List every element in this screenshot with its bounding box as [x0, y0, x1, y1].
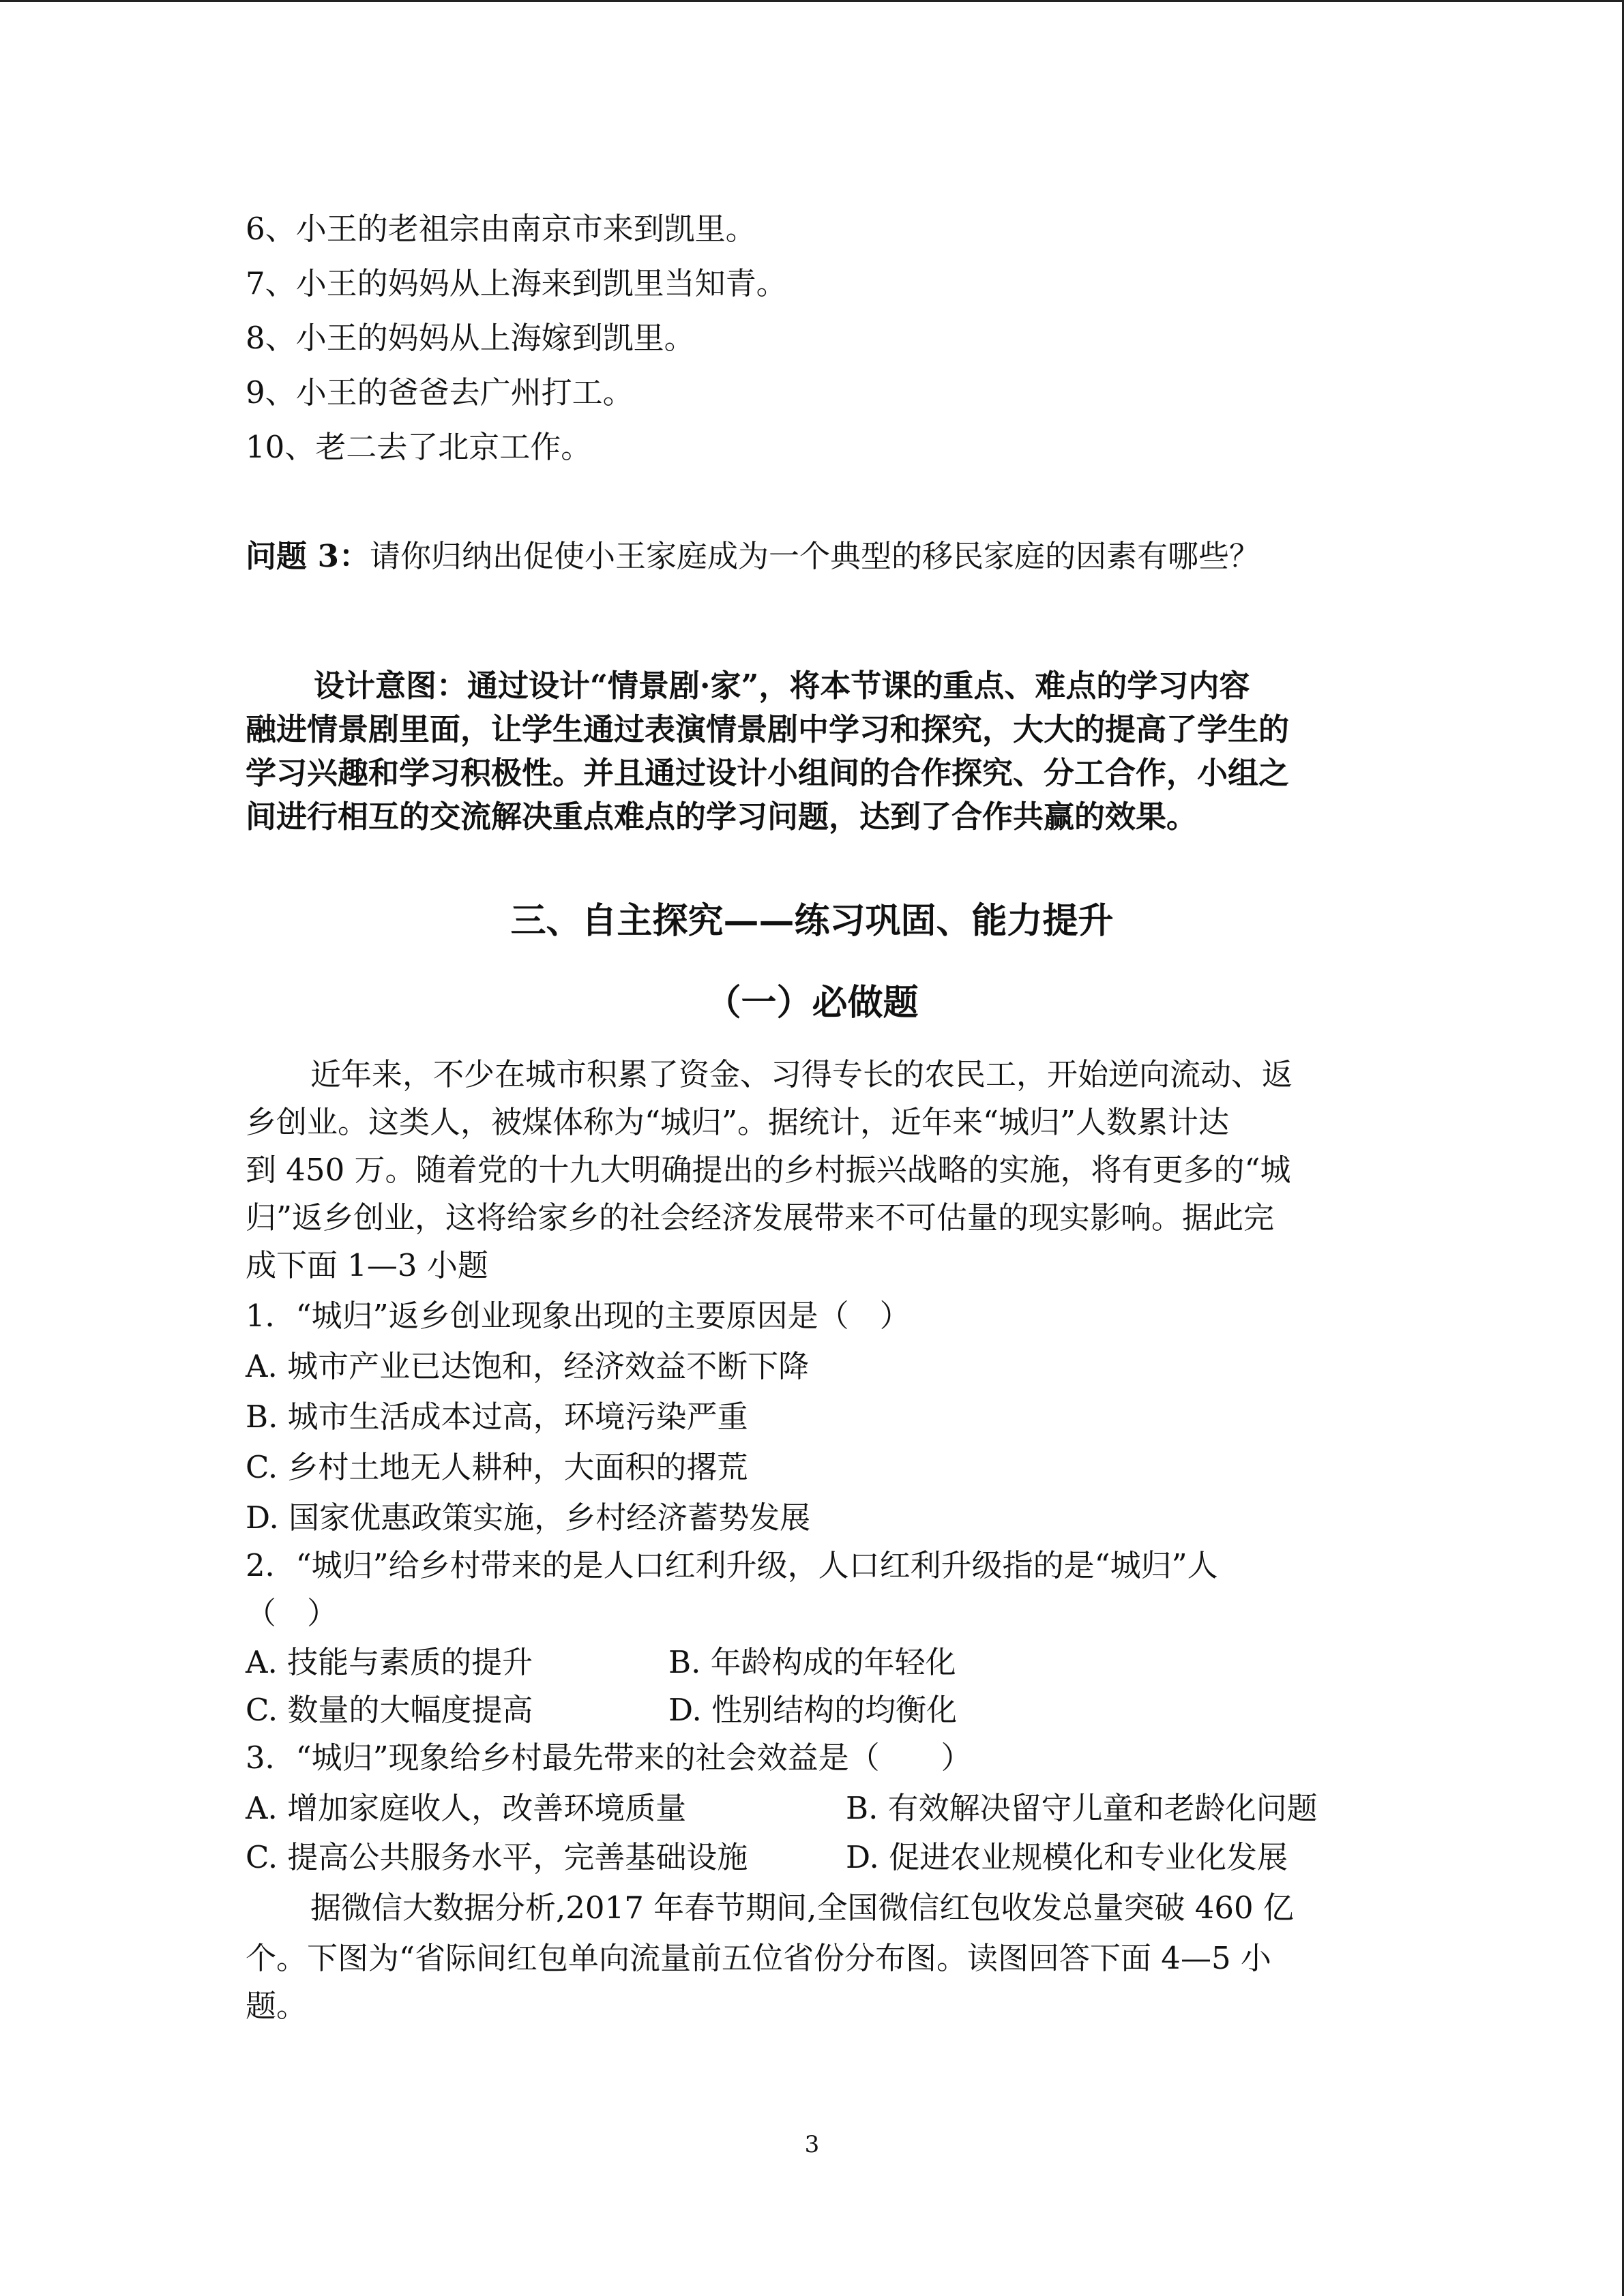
passage-1-line-1: 近年来，不少在城市积累了资金、习得专长的农民工，开始逆向流动、返: [310, 1056, 1293, 1092]
scenario-item-9: 9、小王的爸爸去广州打工。: [246, 374, 634, 411]
passage-1-line-2: 乡创业。这类人，被煤体称为“城归”。据统计，近年来“城归”人数累计达: [246, 1104, 1230, 1140]
scenario-item-6: 6、小王的老祖宗由南京市来到凯里。: [246, 211, 756, 247]
question-3-option-a: A. 增加家庭收人，改善环境质量: [246, 1790, 687, 1826]
question-2-option-b: B. 年龄构成的年轻化: [668, 1644, 956, 1680]
question-2-option-d: D. 性别结构的均衡化: [668, 1692, 958, 1728]
question-3-stem: 3．“城归”现象给乡村最先带来的社会效益是（ ）: [246, 1740, 972, 1776]
question-3-label: 问题 3：: [246, 538, 370, 574]
subsection-title: （一）必做题: [705, 982, 919, 1024]
question-3-options-row-1: [246, 1788, 1318, 1829]
question-2-stem-cont: （ ）: [246, 1595, 338, 1631]
question-3-option-c: C. 提高公共服务水平，完善基础设施: [246, 1839, 748, 1875]
question-2-option-c: C. 数量的大幅度提高: [246, 1692, 533, 1728]
scenario-item-8: 8、小王的妈妈从上海嫁到凯里。: [246, 320, 695, 356]
question-3-option-b: B. 有效解决留守儿童和老龄化问题: [846, 1790, 1318, 1826]
scenario-item-10: 10、老二去了北京工作。: [246, 429, 592, 465]
question-3: [246, 536, 1260, 577]
question-2-options-row-1: [246, 1642, 956, 1683]
design-intent-line-3: 学习兴趣和学习积极性。并且通过设计小组间的合作探究、分工合作，小组之: [246, 755, 1290, 791]
design-intent-line-2: 融进情景剧里面，让学生通过表演情景剧中学习和探究，大大的提高了学生的: [246, 711, 1290, 747]
passage-1-line-5: 成下面 1—3 小题: [246, 1247, 488, 1283]
passage-1-line-4: 归”返乡创业，这将给家乡的社会经济发展带来不可估量的现实影响。据此完: [246, 1199, 1275, 1236]
question-1-option-c: C. 乡村土地无人耕种，大面积的撂荒: [246, 1449, 748, 1485]
question-3-text: 请你归纳出促使小王家庭成为一个典型的移民家庭的因素有哪些？: [369, 538, 1260, 574]
question-3-option-d: D. 促进农业规模化和专业化发展: [846, 1839, 1288, 1875]
design-intent-line-4: 间进行相互的交流解决重点难点的学习问题，达到了合作共赢的效果。: [246, 799, 1198, 835]
page-number: 3: [804, 2131, 820, 2158]
question-1-option-b: B. 城市生活成本过高，环境污染严重: [246, 1399, 748, 1435]
page-border-top: [0, 0, 1624, 2]
passage-2-line-3: 题。: [246, 1988, 308, 2024]
question-1-option-d: D. 国家优惠政策实施，乡村经济蓄势发展: [246, 1500, 811, 1536]
design-intent-line-1: 设计意图：通过设计“情景剧·家”，将本节课的重点、难点的学习内容: [314, 668, 1250, 704]
passage-2-line-1: 据微信大数据分析,2017 年春节期间,全国微信红包收发总量突破 460 亿: [310, 1890, 1294, 1926]
question-2-options-row-2: [246, 1690, 957, 1731]
passage-2-line-2: 个。下图为“省际间红包单向流量前五位省份分布图。读图回答下面 4—5 小: [246, 1940, 1271, 1976]
scenario-item-7: 7、小王的妈妈从上海来到凯里当知青。: [246, 265, 787, 301]
passage-1-line-3: 到 450 万。随着党的十九大明确提出的乡村振兴战略的实施，将有更多的“城: [246, 1152, 1291, 1188]
section-title: 三、自主探究——练习巩固、能力提升: [510, 900, 1114, 942]
question-3-options-row-2: [246, 1837, 1288, 1878]
question-2-option-a: A. 技能与素质的提升: [246, 1644, 533, 1680]
question-2-stem: 2．“城归”给乡村带来的是人口红利升级，人口红利升级指的是“城归”人: [246, 1547, 1218, 1583]
question-1-stem: 1．“城归”返乡创业现象出现的主要原因是（ ）: [246, 1298, 911, 1334]
question-1-option-a: A. 城市产业已达饱和，经济效益不断下降: [246, 1348, 810, 1384]
